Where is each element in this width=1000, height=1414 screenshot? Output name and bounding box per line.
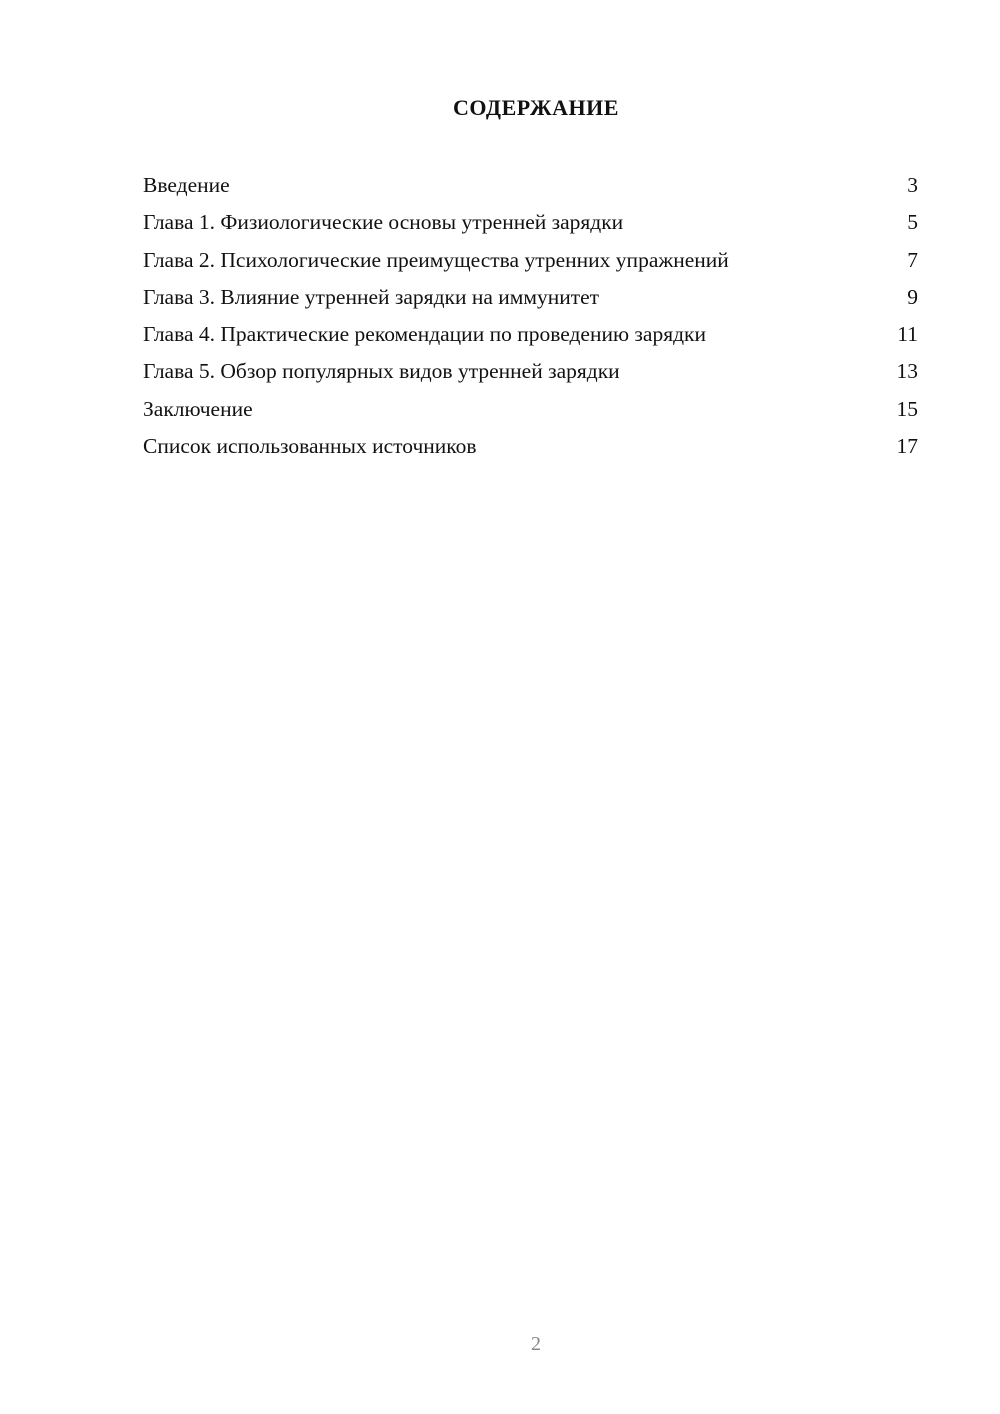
toc-list <box>143 170 918 468</box>
toc-entry-label: Глава 3. Влияние утренней зарядки на иммунитет <box>143 284 600 309</box>
toc-entry-page: 9 <box>907 284 918 309</box>
toc-entry-page: 7 <box>907 247 918 272</box>
page-number-text: 2 <box>531 1333 541 1355</box>
toc-entry-chapter-3[interactable] <box>143 282 918 319</box>
toc-entry-chapter-5[interactable] <box>143 356 918 393</box>
toc-entry-label: Заключение <box>143 396 253 421</box>
toc-heading <box>0 95 1000 121</box>
toc-entry-page: 17 <box>896 434 918 459</box>
toc-entry-label: Глава 1. Физиологические основы утренней зарядки <box>143 210 624 235</box>
toc-entry-label: Глава 2. Психологические преимущества утренних упражнений <box>143 247 729 272</box>
toc-entry-page: 3 <box>907 173 918 197</box>
toc-entry-chapter-1[interactable] <box>143 207 918 244</box>
toc-entry-conclusion[interactable] <box>143 394 918 431</box>
toc-heading-text: СОДЕРЖАНИЕ <box>453 95 619 120</box>
toc-entry-page: 5 <box>907 210 918 235</box>
toc-entry-label: Глава 4. Практические рекомендации по проведению зарядки <box>143 322 706 347</box>
toc-entry-page: 13 <box>896 359 918 384</box>
toc-entry-label: Список использованных источников <box>143 434 477 459</box>
toc-entry-chapter-2[interactable] <box>143 245 918 282</box>
toc-entry-introduction[interactable] <box>143 170 918 207</box>
toc-entry-label: Глава 5. Обзор популярных видов утренней зарядки <box>143 359 620 384</box>
toc-entry-page: 11 <box>897 322 918 347</box>
toc-entry-references[interactable] <box>143 431 918 468</box>
toc-entry-page: 15 <box>896 396 918 421</box>
toc-entry-chapter-4[interactable] <box>143 319 918 356</box>
page-number <box>0 1333 1000 1356</box>
toc-entry-label: Введение <box>143 173 230 197</box>
